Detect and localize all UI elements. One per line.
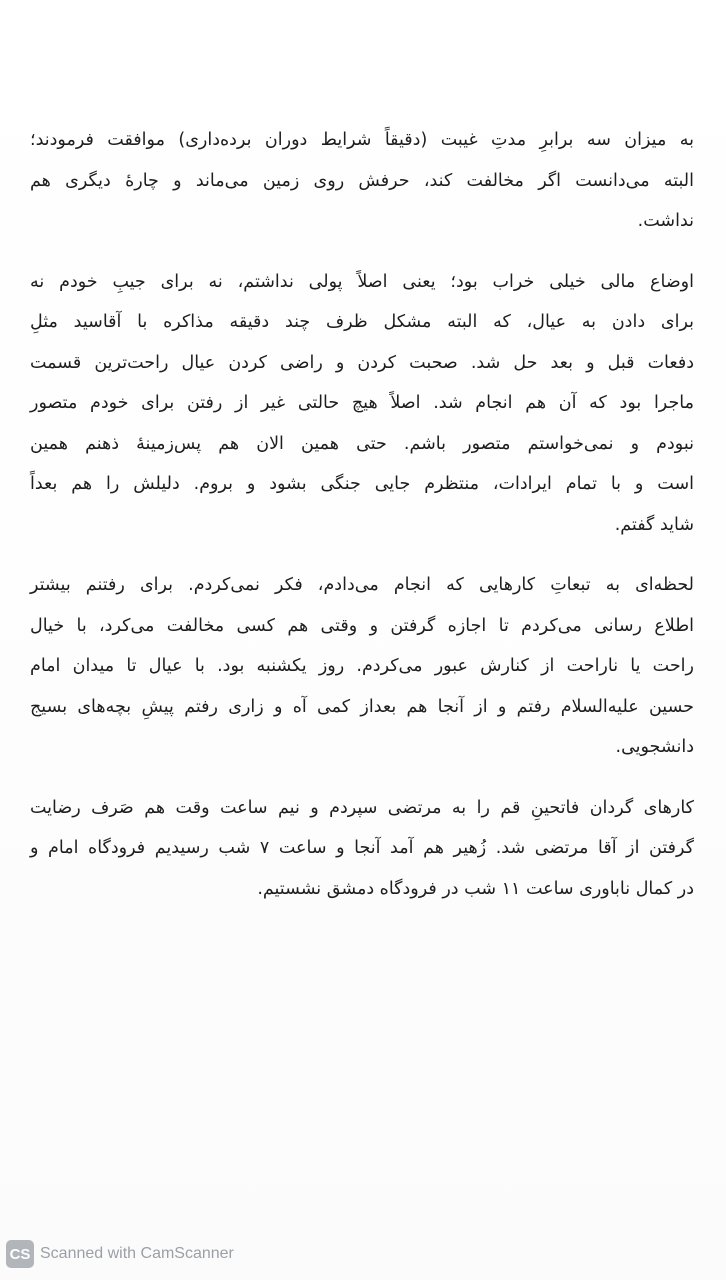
text-line: در کمال ناباوری ساعت ۱۱ شب در فرودگاه دمشق نشستیم. bbox=[257, 878, 694, 899]
text-line: گرفتن از آقا مرتضی شد. زُهیر هم آمد آنجا و ساعت ۷ شب رسیدیم فرودگاه امام و bbox=[30, 838, 695, 858]
text-line: لحظه‌ای به تبعاتِ کارهایی که انجام می‌دادم، فکر نمی‌کردم. برای رفتنم بیشتر bbox=[30, 575, 694, 595]
text-line: اطلاع رسانی می‌کردم تا اجازه گرفتن و وقتی هم کسی مخالفت می‌کرد، با خیال bbox=[30, 615, 694, 636]
camscanner-watermark bbox=[6, 1240, 234, 1268]
paragraph-3 bbox=[30, 565, 694, 768]
body-text bbox=[30, 120, 694, 929]
text-line: البته می‌دانست اگر مخالفت کند، حرفش روی زمین می‌ماند و چارهٔ دیگری هم bbox=[30, 170, 694, 191]
text-line: به میزان سه برابرِ مدتِ غیبت (دقیقاً شرایط دوران برده‌داری) موافقت فرمودند؛ bbox=[30, 130, 694, 150]
text-line: اوضاع مالی خیلی خراب بود؛ یعنی اصلاً پولی نداشتم، نه برای جیبِ خودم نه bbox=[30, 271, 694, 292]
text-line: کارهای گردان فاتحینِ قم را به مرتضی سپردم و نیم ساعت وقت هم صَرف رضایت bbox=[30, 797, 694, 818]
text-line: ماجرا بود که آن هم انجام شد. اصلاً هیچ حالتی غیر از رفتن برای خودم متصور bbox=[30, 393, 694, 413]
text-line: دفعات قبل و بعد حل شد. صحبت کردن و راضی کردن عیال راحت‌ترین قسمت bbox=[30, 352, 694, 373]
paragraph-1 bbox=[30, 120, 694, 242]
text-line: شاید گفتم. bbox=[614, 514, 694, 535]
camscanner-logo-icon: CS bbox=[6, 1240, 34, 1268]
text-line: است و با تمام ایرادات، منتظرم جایی جنگی بشود و بروم. دلیلش را هم بعداً bbox=[30, 474, 694, 494]
paragraph-2 bbox=[30, 262, 694, 546]
text-line: راحت یا ناراحت از کنارش عبور می‌کردم. روز یکشنبه بود. با عیال تا میدان امام bbox=[30, 656, 694, 676]
text-line: نبودم و نمی‌خواستم متصور باشم. حتی همین الان هم پس‌زمینهٔ ذهنم همین bbox=[30, 433, 694, 454]
paragraph-4 bbox=[30, 788, 694, 910]
text-line: دانشجویی. bbox=[615, 737, 694, 757]
text-line: برای دادن به عیال، که البته مشکل ظرف چند دقیقه مذاکره با آقاسید مثلِ bbox=[30, 312, 694, 332]
text-line: نداشت. bbox=[637, 211, 694, 231]
watermark-text: Scanned with CamScanner bbox=[40, 1245, 234, 1262]
text-line: حسین علیه‌السلام رفتم و از آنجا هم بعداز کمی آه و زاری رفتم پیشِ بچه‌های بسیج bbox=[30, 696, 694, 717]
